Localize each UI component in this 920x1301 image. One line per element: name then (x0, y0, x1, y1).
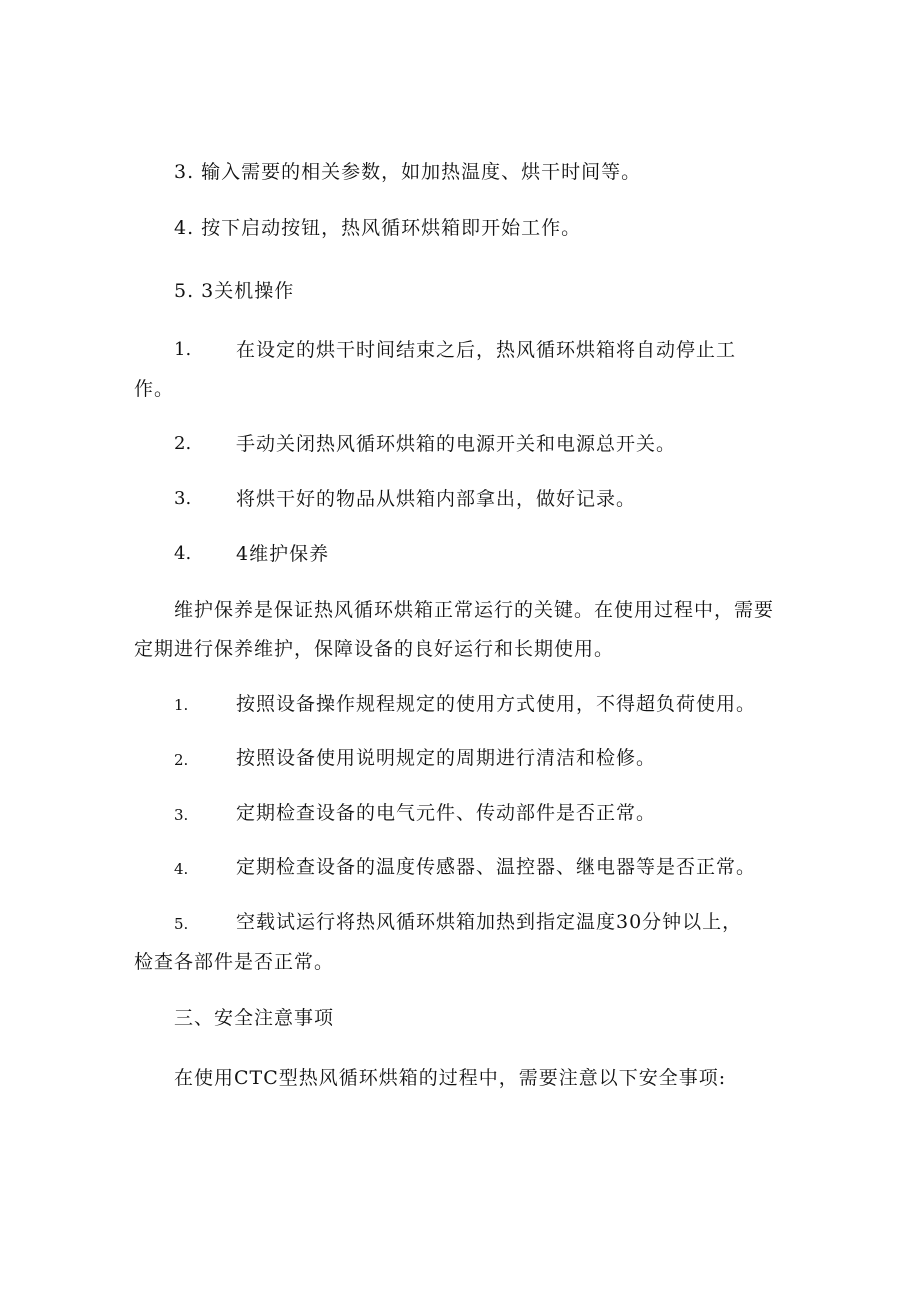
maintenance-item-2-text: 按照设备使用说明规定的周期进行清洁和检修。 (236, 747, 657, 769)
maintenance-item-5-text: 空载试运行将热风循环烘箱加热到指定温度30分钟以上， (236, 911, 743, 933)
section-4-number: 4. (174, 543, 192, 564)
shutdown-step-3-number: 3. (174, 488, 192, 509)
safety-section-heading: 三、安全注意事项 (174, 1007, 335, 1029)
safety-intro: 在使用CTC型热风循环烘箱的过程中，需要注意以下安全事项: (174, 1067, 727, 1089)
maintenance-item-5-continuation: 检查各部件是否正常。 (134, 951, 335, 973)
maintenance-intro-line-2: 定期进行保养维护，保障设备的良好运行和长期使用。 (134, 638, 615, 660)
shutdown-step-1-number: 1. (174, 339, 192, 360)
shutdown-step-1-continuation: 作。 (134, 378, 175, 400)
maintenance-item-3-number: 3. (174, 806, 189, 824)
shutdown-step-2-number: 2. (174, 433, 192, 454)
paragraph-step-4: 4. 按下启动按钮，热风循环烘箱即开始工作。 (174, 217, 582, 239)
shutdown-step-1-text: 在设定的烘干时间结束之后，热风循环烘箱将自动停止工 (236, 339, 737, 361)
maintenance-intro-line-1: 维护保养是保证热风循环烘箱正常运行的关键。在使用过程中，需要 (174, 599, 775, 621)
maintenance-item-4-number: 4. (174, 860, 189, 878)
section-heading-shutdown: 5. 3关机操作 (174, 280, 295, 302)
maintenance-item-3-text: 定期检查设备的电气元件、传动部件是否正常。 (236, 802, 657, 824)
section-4-heading: 4维护保养 (236, 543, 330, 565)
maintenance-item-1-text: 按照设备操作规程规定的使用方式使用，不得超负荷使用。 (236, 693, 757, 715)
paragraph-step-3: 3. 输入需要的相关参数，如加热温度、烘干时间等。 (174, 161, 642, 183)
shutdown-step-3-text: 将烘干好的物品从烘箱内部拿出，做好记录。 (236, 488, 637, 510)
maintenance-item-1-number: 1. (174, 696, 189, 714)
shutdown-step-2-text: 手动关闭热风循环烘箱的电源开关和电源总开关。 (236, 433, 677, 455)
maintenance-item-5-number: 5. (174, 915, 189, 933)
maintenance-item-4-text: 定期检查设备的温度传感器、温控器、继电器等是否正常。 (236, 856, 757, 878)
maintenance-item-2-number: 2. (174, 751, 189, 769)
